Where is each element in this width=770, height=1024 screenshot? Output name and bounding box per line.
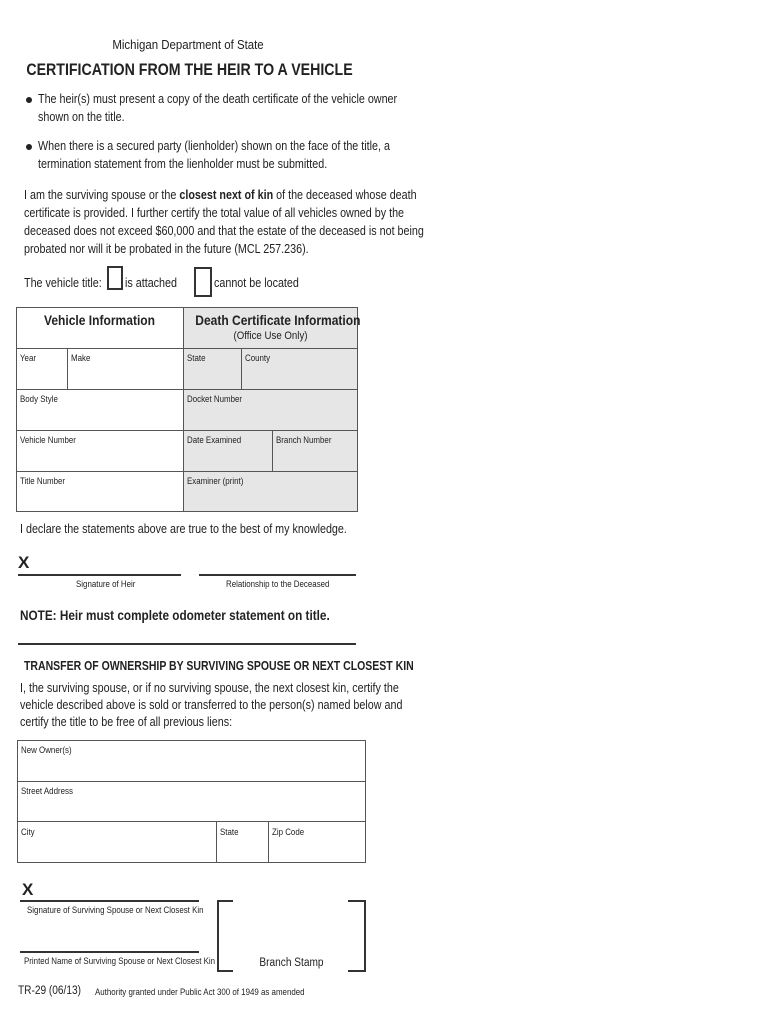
bullet-1-line2: shown on the title.	[38, 110, 125, 124]
state-county-divider	[241, 348, 242, 389]
year-make-divider	[67, 348, 68, 389]
body-style-field[interactable]: Body Style	[20, 394, 58, 404]
form-id: TR-29 (06/13)	[18, 985, 82, 997]
cannot-be-located-checkbox[interactable]	[194, 267, 212, 297]
date-branch-divider	[272, 430, 273, 471]
owner-state-field[interactable]: State	[220, 827, 239, 837]
bullet-dot-1	[26, 97, 32, 103]
zip-code-field[interactable]: Zip Code	[272, 827, 305, 837]
new-owner-field[interactable]: New Owner(s)	[21, 745, 72, 755]
kin-signature-x: X	[22, 880, 34, 899]
vehicle-title-label: The vehicle title:	[24, 276, 102, 290]
odometer-note: NOTE: Heir must complete odometer statement on title.	[20, 607, 330, 623]
authority-text: Authority granted under Public Act 300 of 1949 as amended	[95, 987, 305, 997]
state-zip-divider	[268, 821, 269, 863]
row-divider-2	[16, 389, 358, 390]
section-divider	[18, 643, 356, 645]
title-number-field[interactable]: Title Number	[20, 476, 66, 486]
kin-signature-line[interactable]	[20, 900, 199, 902]
owner-row-divider-1	[17, 781, 366, 782]
branch-stamp-label: Branch Stamp	[259, 957, 324, 969]
bullet-2-line1: When there is a secured party (lienholder) shown on the face of the title, a	[38, 139, 390, 153]
attached-checkbox[interactable]	[107, 266, 123, 290]
year-field[interactable]: Year	[20, 353, 37, 363]
agency-name: Michigan Department of State	[112, 37, 264, 52]
attached-label: is attached	[125, 276, 178, 290]
docket-number-field[interactable]: Docket Number	[187, 394, 243, 404]
heir-signature-label: Signature of Heir	[76, 579, 136, 589]
street-address-field[interactable]: Street Address	[21, 786, 73, 796]
certification-line3: deceased does not exceed $60,000 and that the estate of the deceased is not being	[24, 224, 424, 238]
certification-line4: probated nor will it be probated in the future (MCL 257.236).	[24, 242, 309, 256]
certification-line1: I am the surviving spouse or the closest next of kin of the deceased whose death	[24, 188, 417, 202]
heir-signature-x: X	[18, 553, 30, 572]
county-field[interactable]: County	[245, 353, 271, 363]
relationship-label: Relationship to the Deceased	[226, 579, 330, 589]
row-divider-3	[16, 430, 358, 431]
form-title: CERTIFICATION FROM THE HEIR TO A VEHICLE	[26, 61, 353, 79]
table-divider	[183, 307, 184, 512]
date-examined-field[interactable]: Date Examined	[187, 435, 242, 445]
death-cert-header: Death Certificate Information	[195, 312, 361, 328]
certification-line2: certificate is provided. I further certify the total value of all vehicles owned by the	[24, 206, 405, 220]
declaration-text: I declare the statements above are true to the best of my knowledge.	[20, 522, 347, 536]
relationship-line[interactable]	[199, 574, 356, 576]
row-divider-4	[16, 471, 358, 472]
make-field[interactable]: Make	[71, 353, 91, 363]
state-field[interactable]: State	[187, 353, 206, 363]
transfer-line1: I, the surviving spouse, or if no surviving spouse, the next closest kin, certify the	[20, 681, 399, 695]
vehicle-number-field[interactable]: Vehicle Number	[20, 435, 76, 445]
printed-name-line[interactable]	[20, 951, 199, 953]
new-owner-table	[17, 740, 366, 863]
vehicle-info-header: Vehicle Information	[43, 312, 156, 328]
examiner-field[interactable]: Examiner (print)	[187, 476, 244, 486]
city-field[interactable]: City	[21, 827, 35, 837]
transfer-line3: certify the title to be free of all previous liens:	[20, 715, 233, 729]
bullet-1-line1: The heir(s) must present a copy of the death certificate of the vehicle owner	[38, 92, 398, 106]
owner-row-divider-2	[17, 821, 366, 822]
office-use-only-label: (Office Use Only)	[233, 330, 308, 342]
branch-number-field[interactable]: Branch Number	[276, 435, 332, 445]
cannot-be-located-label: cannot be located	[214, 276, 299, 290]
heir-signature-line[interactable]	[18, 574, 181, 576]
printed-name-label: Printed Name of Surviving Spouse or Next Closest Kin	[24, 956, 216, 966]
bullet-2-line2: termination statement from the lienholder must be submitted.	[38, 157, 328, 171]
bullet-dot-2	[26, 144, 32, 150]
kin-signature-label: Signature of Surviving Spouse or Next Closest Kin	[27, 905, 204, 915]
transfer-heading: TRANSFER OF OWNERSHIP BY SURVIVING SPOUSE OR NEXT CLOSEST KIN	[24, 659, 414, 673]
city-state-divider	[216, 821, 217, 863]
transfer-line2: vehicle described above is sold or transferred to the person(s) named below and	[20, 698, 403, 712]
